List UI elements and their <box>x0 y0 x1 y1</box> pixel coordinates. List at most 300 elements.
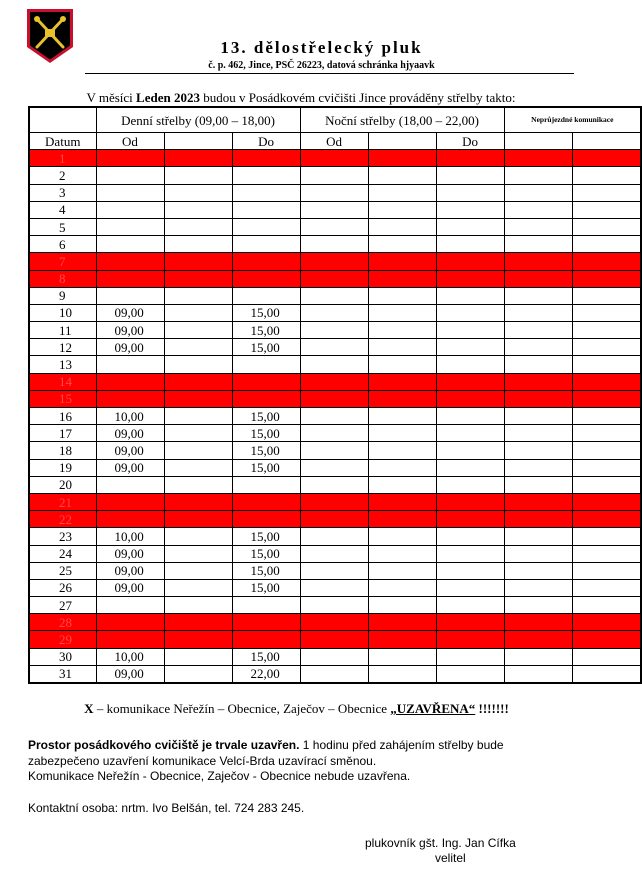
day-from-cell: 09,00 <box>96 425 164 442</box>
empty-cell <box>504 631 572 648</box>
day-to-cell <box>232 493 300 510</box>
table-row <box>29 167 641 184</box>
day-from-cell <box>96 167 164 184</box>
road-closure-notice <box>0 701 593 717</box>
closure-text: – komunikace Neřežín – Obecnice, Zaječov – Obecnice <box>93 701 391 716</box>
empty-cell <box>300 287 368 304</box>
day-to-cell <box>232 356 300 373</box>
day-to-header: Do <box>232 133 300 150</box>
empty-cell <box>436 408 504 425</box>
empty-cell <box>164 287 232 304</box>
empty-cell <box>436 614 504 631</box>
empty-cell <box>300 304 368 321</box>
empty-cell <box>572 373 641 390</box>
empty-cell <box>368 528 436 545</box>
day-from-cell <box>96 287 164 304</box>
empty-cell <box>572 253 641 270</box>
table-header-row <box>29 107 641 133</box>
empty-cell <box>164 614 232 631</box>
table-row <box>29 304 641 321</box>
empty-cell <box>436 562 504 579</box>
empty-cell <box>164 150 232 167</box>
day-from-cell: 10,00 <box>96 528 164 545</box>
empty-cell <box>504 184 572 201</box>
empty-cell <box>368 408 436 425</box>
date-cell: 27 <box>29 597 96 614</box>
empty-cell <box>504 390 572 407</box>
empty-cell <box>504 408 572 425</box>
empty-cell <box>572 218 641 235</box>
table-row <box>29 373 641 390</box>
empty-cell <box>368 390 436 407</box>
table-row <box>29 218 641 235</box>
table-row <box>29 442 641 459</box>
date-cell: 22 <box>29 511 96 528</box>
date-cell: 20 <box>29 476 96 493</box>
empty-cell <box>368 373 436 390</box>
empty-cell <box>572 236 641 253</box>
date-cell: 17 <box>29 425 96 442</box>
empty-cell <box>504 476 572 493</box>
signature-name: plukovník gšt. Ing. Jan Cífka <box>365 836 516 850</box>
empty-cell <box>572 648 641 665</box>
day-from-cell: 10,00 <box>96 408 164 425</box>
day-to-cell <box>232 218 300 235</box>
empty-cell <box>164 373 232 390</box>
empty-cell <box>164 511 232 528</box>
day-from-cell <box>96 631 164 648</box>
address-line: č. p. 462, Jince, PSČ 26223, datová schránka hjyaavk <box>208 60 435 71</box>
empty-cell <box>572 511 641 528</box>
date-cell: 10 <box>29 304 96 321</box>
empty-cell <box>368 236 436 253</box>
empty-cell <box>504 614 572 631</box>
empty-cell <box>300 528 368 545</box>
empty-cell <box>368 167 436 184</box>
empty-cell <box>368 545 436 562</box>
night-firing-header: Noční střelby (18,00 – 22,00) <box>300 107 504 133</box>
area-notice-line2: Komunikace Neřežín - Obecnice, Zaječov - Obecnice nebude uzavřena. <box>28 769 411 783</box>
empty-cell <box>436 339 504 356</box>
day-from-cell <box>96 597 164 614</box>
empty-cell <box>368 442 436 459</box>
empty-cell <box>504 201 572 218</box>
empty-cell <box>504 579 572 596</box>
day-from-cell <box>96 511 164 528</box>
empty-cell <box>164 201 232 218</box>
date-cell: 1 <box>29 150 96 167</box>
empty-cell <box>164 304 232 321</box>
date-cell: 11 <box>29 322 96 339</box>
day-from-cell: 09,00 <box>96 562 164 579</box>
area-notice-rest: 1 hodinu před zahájením střelby bude zabezpečeno uzavření komunikace Velcí-Brda uzavírací směnou. <box>28 738 504 768</box>
firing-schedule-table <box>28 106 642 684</box>
day-from-cell: 09,00 <box>96 339 164 356</box>
table-row <box>29 562 641 579</box>
day-to-cell: 15,00 <box>232 425 300 442</box>
empty-cell <box>164 648 232 665</box>
empty-cell <box>164 493 232 510</box>
empty-cell <box>436 270 504 287</box>
empty-cell <box>368 476 436 493</box>
empty-cell <box>572 270 641 287</box>
day-to-cell <box>232 631 300 648</box>
empty-cell <box>436 201 504 218</box>
subheader-empty-cell <box>368 133 436 150</box>
empty-cell <box>300 322 368 339</box>
day-from-cell <box>96 614 164 631</box>
empty-cell <box>436 167 504 184</box>
empty-cell <box>572 356 641 373</box>
day-firing-header: Denní střelby (09,00 – 18,00) <box>96 107 300 133</box>
empty-cell <box>436 184 504 201</box>
table-row <box>29 528 641 545</box>
empty-cell <box>572 459 641 476</box>
empty-cell <box>572 339 641 356</box>
empty-cell <box>504 304 572 321</box>
empty-cell <box>572 528 641 545</box>
day-from-cell <box>96 184 164 201</box>
empty-cell <box>300 425 368 442</box>
empty-cell <box>368 648 436 665</box>
empty-cell <box>300 236 368 253</box>
day-to-cell <box>232 511 300 528</box>
empty-cell <box>300 339 368 356</box>
empty-cell <box>164 339 232 356</box>
day-from-cell <box>96 356 164 373</box>
empty-cell <box>436 218 504 235</box>
day-to-cell: 15,00 <box>232 339 300 356</box>
subheader-empty-cell <box>504 133 572 150</box>
empty-cell <box>504 150 572 167</box>
day-from-cell: 09,00 <box>96 442 164 459</box>
day-to-cell <box>232 201 300 218</box>
empty-cell <box>436 511 504 528</box>
empty-cell <box>436 545 504 562</box>
empty-cell <box>436 459 504 476</box>
empty-cell <box>300 614 368 631</box>
empty-cell <box>368 511 436 528</box>
empty-cell <box>300 648 368 665</box>
table-row <box>29 390 641 407</box>
date-cell: 25 <box>29 562 96 579</box>
empty-cell <box>164 665 232 683</box>
table-row <box>29 614 641 631</box>
empty-cell <box>368 339 436 356</box>
day-from-cell <box>96 493 164 510</box>
empty-cell <box>368 322 436 339</box>
day-from-cell: 09,00 <box>96 579 164 596</box>
empty-cell <box>164 408 232 425</box>
date-cell: 18 <box>29 442 96 459</box>
table-row <box>29 665 641 683</box>
day-from-cell: 09,00 <box>96 459 164 476</box>
empty-cell <box>300 253 368 270</box>
date-cell: 31 <box>29 665 96 683</box>
empty-cell <box>436 390 504 407</box>
intro-text-before: V měsíci <box>86 90 137 105</box>
empty-cell <box>164 562 232 579</box>
table-subheader-row <box>29 133 641 150</box>
date-cell: 26 <box>29 579 96 596</box>
empty-cell <box>300 631 368 648</box>
table-row <box>29 493 641 510</box>
empty-cell <box>300 373 368 390</box>
day-from-cell <box>96 270 164 287</box>
empty-cell <box>164 631 232 648</box>
empty-cell <box>572 579 641 596</box>
empty-cell <box>436 648 504 665</box>
empty-cell <box>504 597 572 614</box>
subheader-empty-cell <box>164 133 232 150</box>
empty-cell <box>164 579 232 596</box>
empty-cell <box>368 287 436 304</box>
intro-month: Leden 2023 <box>136 90 200 105</box>
empty-cell <box>436 631 504 648</box>
empty-cell <box>572 614 641 631</box>
day-from-cell: 10,00 <box>96 648 164 665</box>
empty-cell <box>436 476 504 493</box>
day-to-cell: 15,00 <box>232 304 300 321</box>
empty-cell <box>572 665 641 683</box>
date-cell: 12 <box>29 339 96 356</box>
empty-cell <box>572 442 641 459</box>
date-cell: 5 <box>29 218 96 235</box>
empty-cell <box>572 408 641 425</box>
empty-cell <box>300 511 368 528</box>
empty-cell <box>300 476 368 493</box>
empty-cell <box>368 425 436 442</box>
empty-cell <box>300 201 368 218</box>
day-to-cell: 15,00 <box>232 545 300 562</box>
empty-cell <box>504 339 572 356</box>
day-from-cell <box>96 476 164 493</box>
day-to-cell <box>232 287 300 304</box>
date-cell: 19 <box>29 459 96 476</box>
day-to-cell <box>232 373 300 390</box>
empty-cell <box>572 322 641 339</box>
day-from-cell <box>96 373 164 390</box>
day-to-cell <box>232 167 300 184</box>
table-row <box>29 648 641 665</box>
empty-cell <box>504 322 572 339</box>
empty-cell <box>436 356 504 373</box>
empty-cell <box>572 184 641 201</box>
empty-cell <box>504 493 572 510</box>
date-cell: 14 <box>29 373 96 390</box>
day-to-cell <box>232 270 300 287</box>
empty-cell <box>164 270 232 287</box>
empty-cell <box>436 528 504 545</box>
day-to-cell <box>232 150 300 167</box>
empty-cell <box>504 236 572 253</box>
empty-cell <box>300 579 368 596</box>
table-row <box>29 511 641 528</box>
closure-exclaim: !!!!!!! <box>475 701 509 716</box>
empty-cell <box>164 356 232 373</box>
contact-person: Kontaktní osoba: nrtm. Ivo Belšán, tel. 724 283 245. <box>28 801 305 815</box>
empty-cell <box>504 648 572 665</box>
empty-cell <box>504 425 572 442</box>
date-cell: 9 <box>29 287 96 304</box>
table-row <box>29 597 641 614</box>
day-to-cell: 15,00 <box>232 648 300 665</box>
subheader-empty-cell <box>572 133 641 150</box>
empty-cell <box>572 150 641 167</box>
day-to-cell <box>232 476 300 493</box>
day-from-cell: 09,00 <box>96 304 164 321</box>
date-cell: 13 <box>29 356 96 373</box>
empty-cell <box>368 579 436 596</box>
table-row <box>29 339 641 356</box>
table-row <box>29 356 641 373</box>
impassable-roads-header: Neprůjezdné komunikace <box>504 107 641 133</box>
area-notice <box>28 738 576 785</box>
day-to-cell <box>232 614 300 631</box>
day-from-cell <box>96 253 164 270</box>
empty-cell <box>164 167 232 184</box>
day-to-cell <box>232 390 300 407</box>
header-divider <box>85 73 574 74</box>
empty-cell <box>572 476 641 493</box>
empty-cell <box>436 253 504 270</box>
empty-cell <box>300 597 368 614</box>
empty-cell <box>436 287 504 304</box>
empty-cell <box>300 150 368 167</box>
empty-cell <box>436 236 504 253</box>
empty-cell <box>504 562 572 579</box>
table-row <box>29 579 641 596</box>
empty-cell <box>164 390 232 407</box>
area-notice-bold: Prostor posádkového cvičiště je trvale uzavřen. <box>28 738 300 752</box>
day-from-cell <box>96 201 164 218</box>
empty-cell <box>436 665 504 683</box>
date-cell: 21 <box>29 493 96 510</box>
table-row <box>29 201 641 218</box>
empty-cell <box>368 184 436 201</box>
empty-cell <box>368 562 436 579</box>
empty-cell <box>368 493 436 510</box>
empty-cell <box>368 270 436 287</box>
empty-cell <box>368 304 436 321</box>
empty-cell <box>300 442 368 459</box>
day-to-cell: 15,00 <box>232 562 300 579</box>
empty-cell <box>572 167 641 184</box>
table-row <box>29 459 641 476</box>
empty-cell <box>300 562 368 579</box>
empty-cell <box>164 528 232 545</box>
table-row <box>29 631 641 648</box>
table-row <box>29 545 641 562</box>
empty-cell <box>300 390 368 407</box>
empty-cell <box>572 631 641 648</box>
table-row <box>29 287 641 304</box>
signature-block <box>365 836 516 866</box>
empty-cell <box>164 184 232 201</box>
day-to-cell <box>232 236 300 253</box>
date-cell: 30 <box>29 648 96 665</box>
empty-cell <box>504 373 572 390</box>
date-column-header: Datum <box>29 133 96 150</box>
empty-cell <box>164 597 232 614</box>
empty-cell <box>504 287 572 304</box>
empty-cell <box>164 218 232 235</box>
table-row <box>29 150 641 167</box>
table-row <box>29 408 641 425</box>
empty-cell <box>300 270 368 287</box>
day-from-cell: 09,00 <box>96 322 164 339</box>
empty-cell <box>368 201 436 218</box>
day-to-cell <box>232 253 300 270</box>
page-title: 13. dělostřelecký pluk <box>220 38 423 57</box>
table-row <box>29 253 641 270</box>
date-cell: 16 <box>29 408 96 425</box>
empty-cell <box>572 597 641 614</box>
date-cell: 29 <box>29 631 96 648</box>
empty-cell <box>572 390 641 407</box>
empty-cell <box>504 665 572 683</box>
empty-cell <box>300 545 368 562</box>
empty-cell <box>436 304 504 321</box>
empty-cell <box>368 459 436 476</box>
empty-cell <box>300 493 368 510</box>
night-to-header: Do <box>436 133 504 150</box>
empty-cell <box>164 476 232 493</box>
empty-cell <box>300 459 368 476</box>
table-row <box>29 236 641 253</box>
date-cell: 23 <box>29 528 96 545</box>
date-cell: 28 <box>29 614 96 631</box>
day-to-cell: 15,00 <box>232 442 300 459</box>
empty-cell <box>368 253 436 270</box>
intro-text-after: budou v Posádkovém cvičišti Jince prováděny střelby takto: <box>199 90 516 105</box>
empty-cell <box>504 511 572 528</box>
day-to-cell: 15,00 <box>232 322 300 339</box>
table-row <box>29 322 641 339</box>
intro-sentence <box>28 90 574 106</box>
empty-cell <box>572 425 641 442</box>
closure-mark: X <box>84 701 94 716</box>
empty-cell <box>436 150 504 167</box>
date-cell: 6 <box>29 236 96 253</box>
empty-cell <box>164 459 232 476</box>
empty-cell <box>504 218 572 235</box>
header-empty-cell <box>29 107 96 133</box>
date-cell: 8 <box>29 270 96 287</box>
empty-cell <box>368 665 436 683</box>
empty-cell <box>164 253 232 270</box>
empty-cell <box>504 459 572 476</box>
empty-cell <box>164 545 232 562</box>
empty-cell <box>368 150 436 167</box>
date-cell: 2 <box>29 167 96 184</box>
day-to-cell: 22,00 <box>232 665 300 683</box>
empty-cell <box>504 528 572 545</box>
table-row <box>29 184 641 201</box>
empty-cell <box>572 562 641 579</box>
empty-cell <box>504 167 572 184</box>
day-from-cell: 09,00 <box>96 665 164 683</box>
empty-cell <box>368 356 436 373</box>
day-from-cell <box>96 218 164 235</box>
area-notice-paragraph <box>28 738 576 769</box>
empty-cell <box>504 253 572 270</box>
empty-cell <box>572 493 641 510</box>
day-from-cell <box>96 150 164 167</box>
empty-cell <box>368 218 436 235</box>
empty-cell <box>572 304 641 321</box>
signature-role: velitel <box>435 851 466 865</box>
